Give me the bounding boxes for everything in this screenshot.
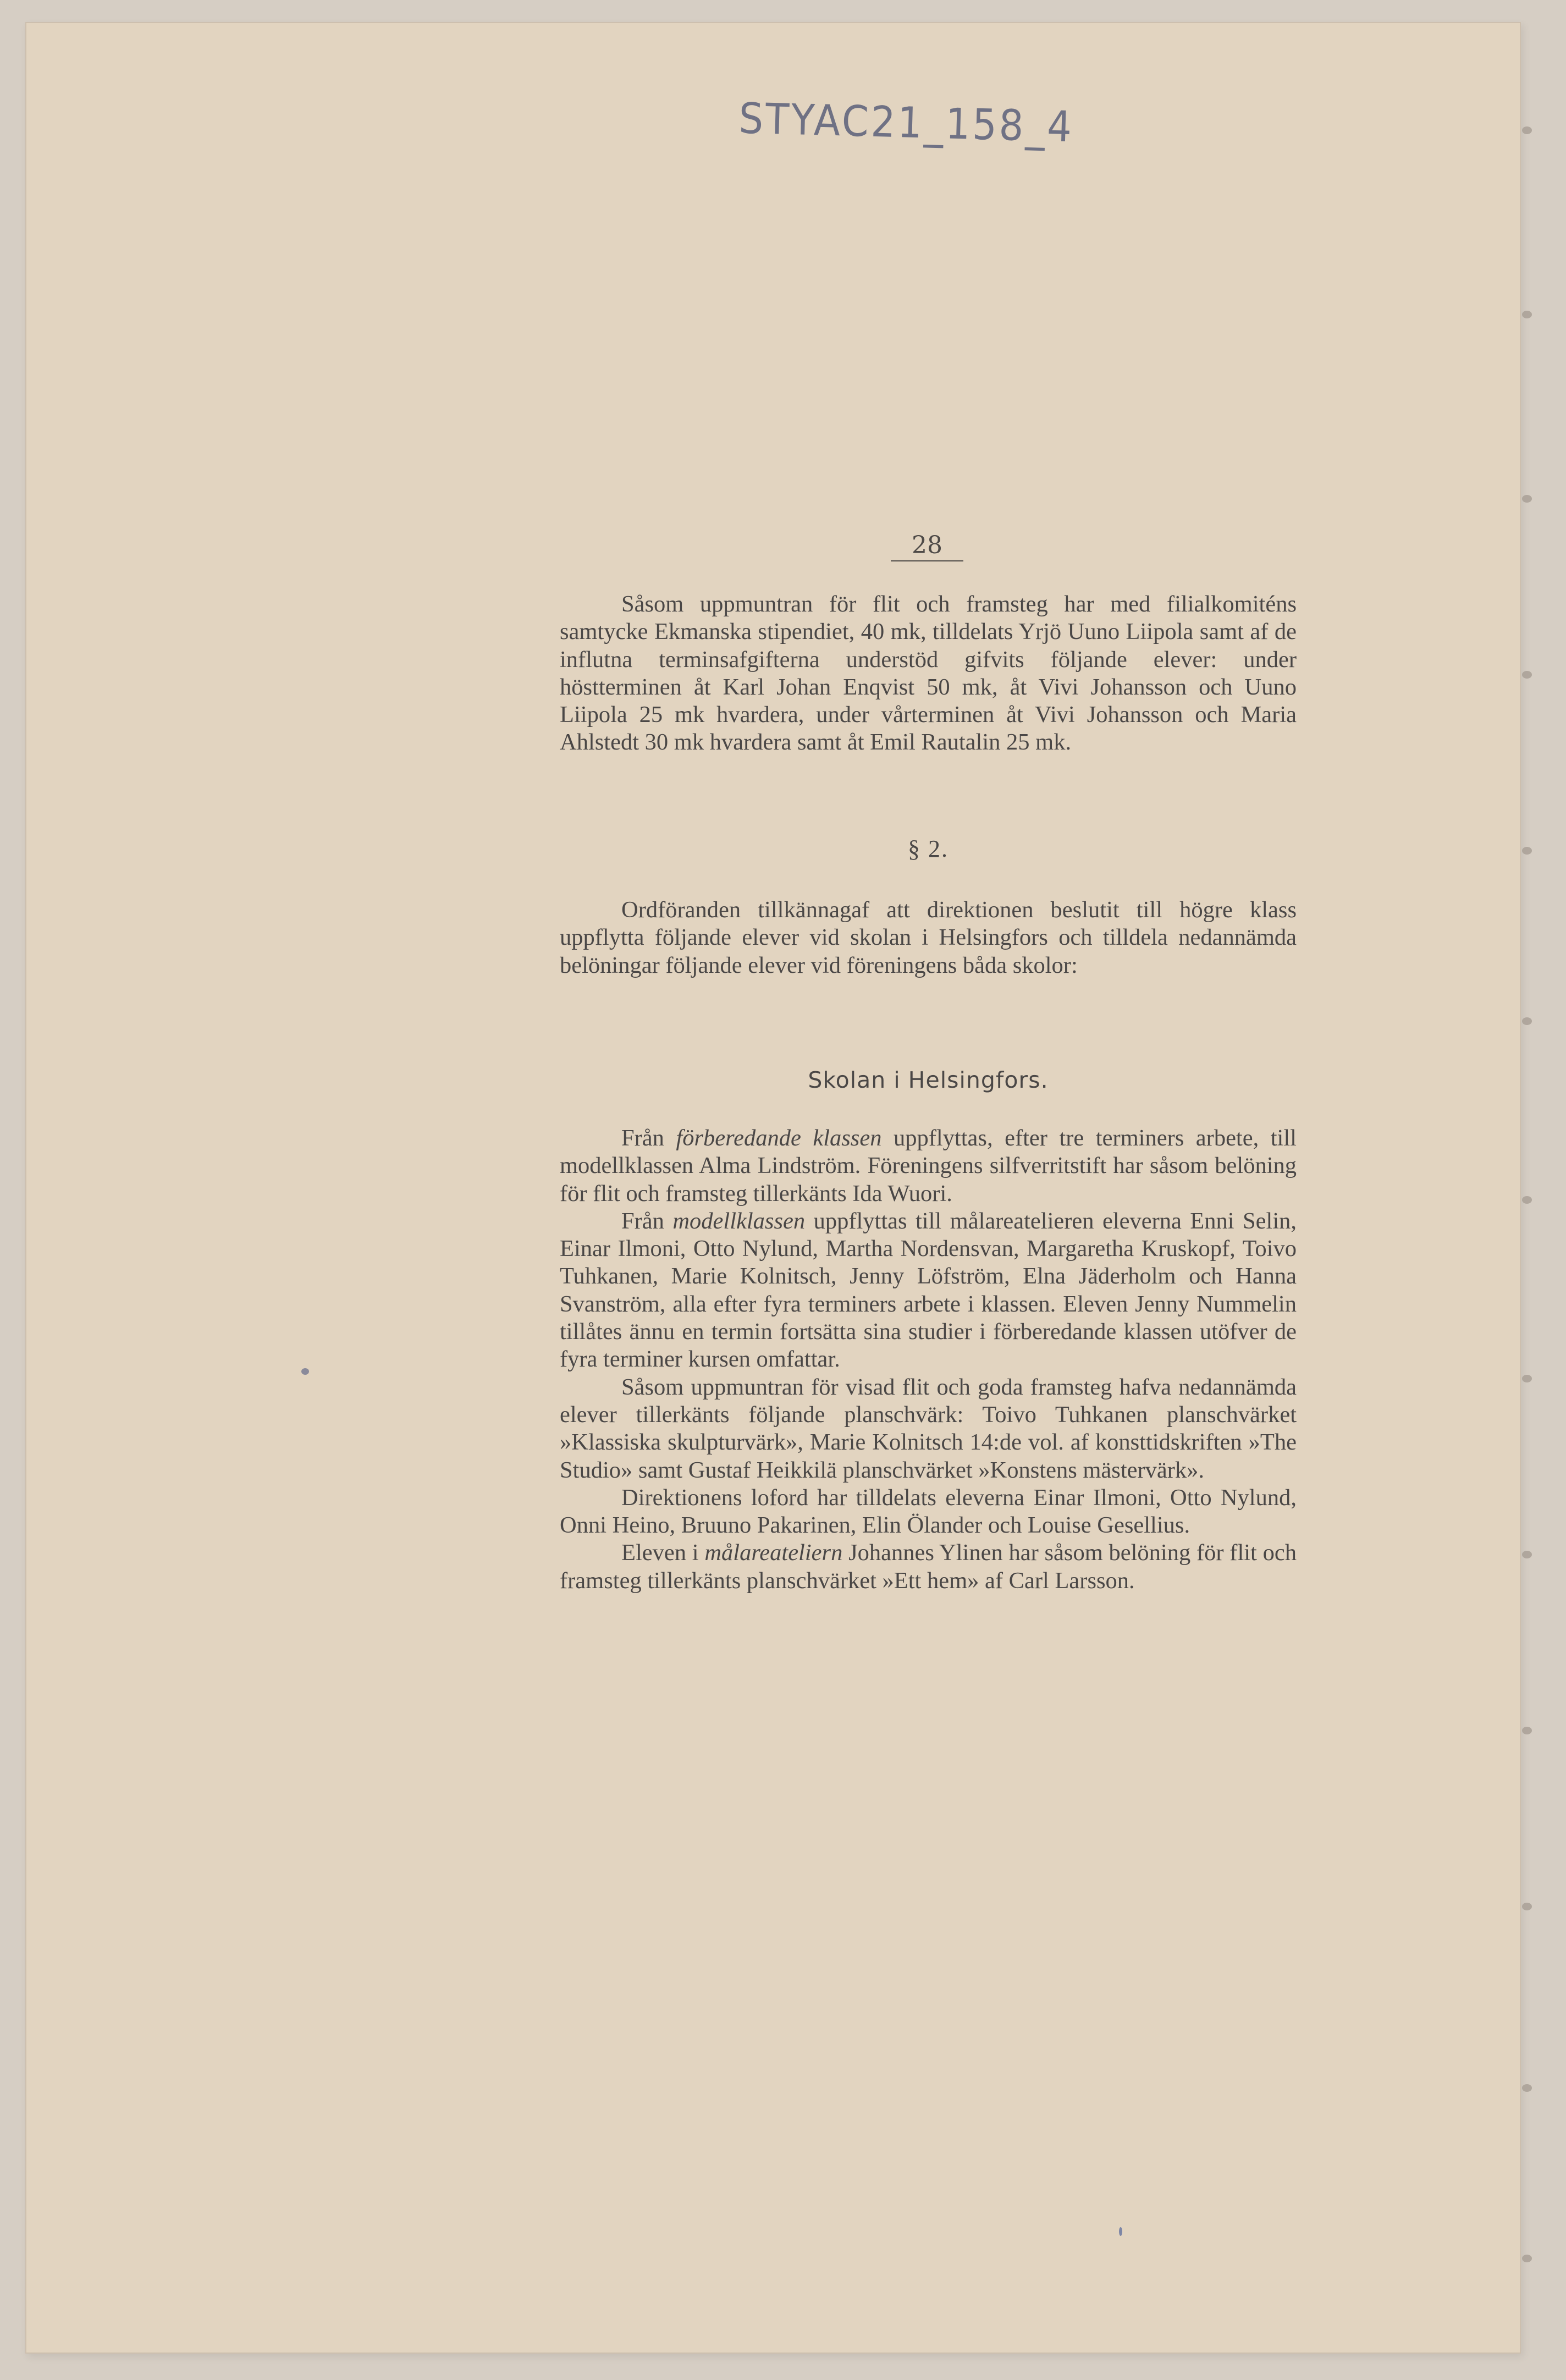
school-heading: Skolan i Helsingfors. — [808, 1067, 1049, 1093]
italic-term: förberedande klassen — [676, 1125, 882, 1151]
archive-code: STYAC21_158_4 — [738, 93, 1075, 152]
text-run: uppflyttas till målareatelieren eleverna Enni Selin, Einar Ilmoni, Otto Nylund, Martha Nordensvan, Margaretha Kruskopf, Toivo Tuhkanen, Marie Kolnitsch, Jenny Löfström, Elna Jäderholm och Hanna Svanström, alla efter fyra terminers arbete i klassen. Eleven Jenny Nummelin tillåtes ännu en termin fortsätta sina studier i förberedande klassen utöfver de fyra terminer kursen omfattar. — [560, 1208, 1297, 1373]
binding-hole — [1522, 1375, 1532, 1382]
text-run: Från — [621, 1208, 673, 1234]
school-paragraphs — [560, 1125, 1297, 1595]
binding-hole — [1522, 2255, 1532, 2262]
text-run: uppflyttas, efter tre terminers arbete, till modellklassen Alma Lindström. Föreningens silfverritstift har såsom belöning för flit och framsteg tillerkänts Ida Wuori. — [560, 1125, 1297, 1206]
binding-hole — [1522, 1017, 1532, 1025]
paragraph-awards: Såsom uppmuntran för visad flit och goda framsteg hafva nedannämda elever tillerkänts följande planschvärk: Toivo Tuhkanen planschvärket »Klassiska skulpturvärk», Marie Kolnitsch 14:de vol. af konsttidskriften »The Studio» samt Gustaf Heikkilä planschvärket »Konstens mästervärk». — [560, 1374, 1297, 1483]
italic-term: målareateliern — [704, 1540, 843, 1566]
text-run: Eleven i — [621, 1540, 705, 1566]
section-paragraph: Ordföranden tillkännagaf att direktionen beslutit till högre klass uppflytta följande elever vid skolan i Helsingfors och tilldela nedannämda belöningar följande elever vid föreningens båda skolor: — [560, 897, 1297, 978]
intro-paragraph-block — [560, 591, 1297, 757]
intro-paragraph: Såsom uppmuntran för flit och framsteg har med filialkomiténs samtycke Ekmanska stipendiet, 40 mk, tilldelats Yrjö Uuno Liipola samt af de influtna terminsafgifterna understöd gifvits följande elever: under höstterminen åt Karl Johan Enqvist 50 mk, åt Vivi Johansson och Uuno Liipola 25 mk hvardera, under vårterminen åt Vivi Johansson och Maria Ahlstedt 30 mk hvardera samt åt Emil Rautalin 25 mk. — [560, 591, 1297, 756]
section-heading: § 2. — [908, 835, 949, 862]
text-run: Från — [621, 1125, 676, 1151]
paragraph-model-class — [560, 1208, 1297, 1374]
page-number: 28 — [891, 531, 963, 561]
paragraph-preparatory-class — [560, 1125, 1297, 1208]
binding-hole — [1522, 126, 1532, 134]
binding-hole — [1522, 2084, 1532, 2092]
binding-hole — [1522, 1727, 1532, 1734]
binding-hole — [1522, 671, 1532, 679]
binding-hole — [1522, 1551, 1532, 1558]
section-paragraph-block — [560, 896, 1297, 979]
binding-hole — [1522, 311, 1532, 318]
binding-hole — [1522, 495, 1532, 503]
binding-hole — [1522, 1196, 1532, 1204]
paragraph-commendations: Direktionens loford har tilldelats eleverna Einar Ilmoni, Otto Nylund, Onni Heino, Bruuno Pakarinen, Elin Ölander och Louise Gesellius. — [560, 1484, 1297, 1539]
paper-speck — [1119, 2227, 1122, 2236]
binding-hole — [1522, 1903, 1532, 1910]
paragraph-painting-studio — [560, 1539, 1297, 1595]
text-run: Johannes Ylinen har såsom belöning för flit och framsteg tillerkänts planschvärket »Ett hem» af Carl Larsson. — [560, 1540, 1297, 1594]
italic-term: modellklassen — [672, 1208, 806, 1234]
paper-speck — [301, 1368, 309, 1375]
binding-hole — [1522, 847, 1532, 855]
